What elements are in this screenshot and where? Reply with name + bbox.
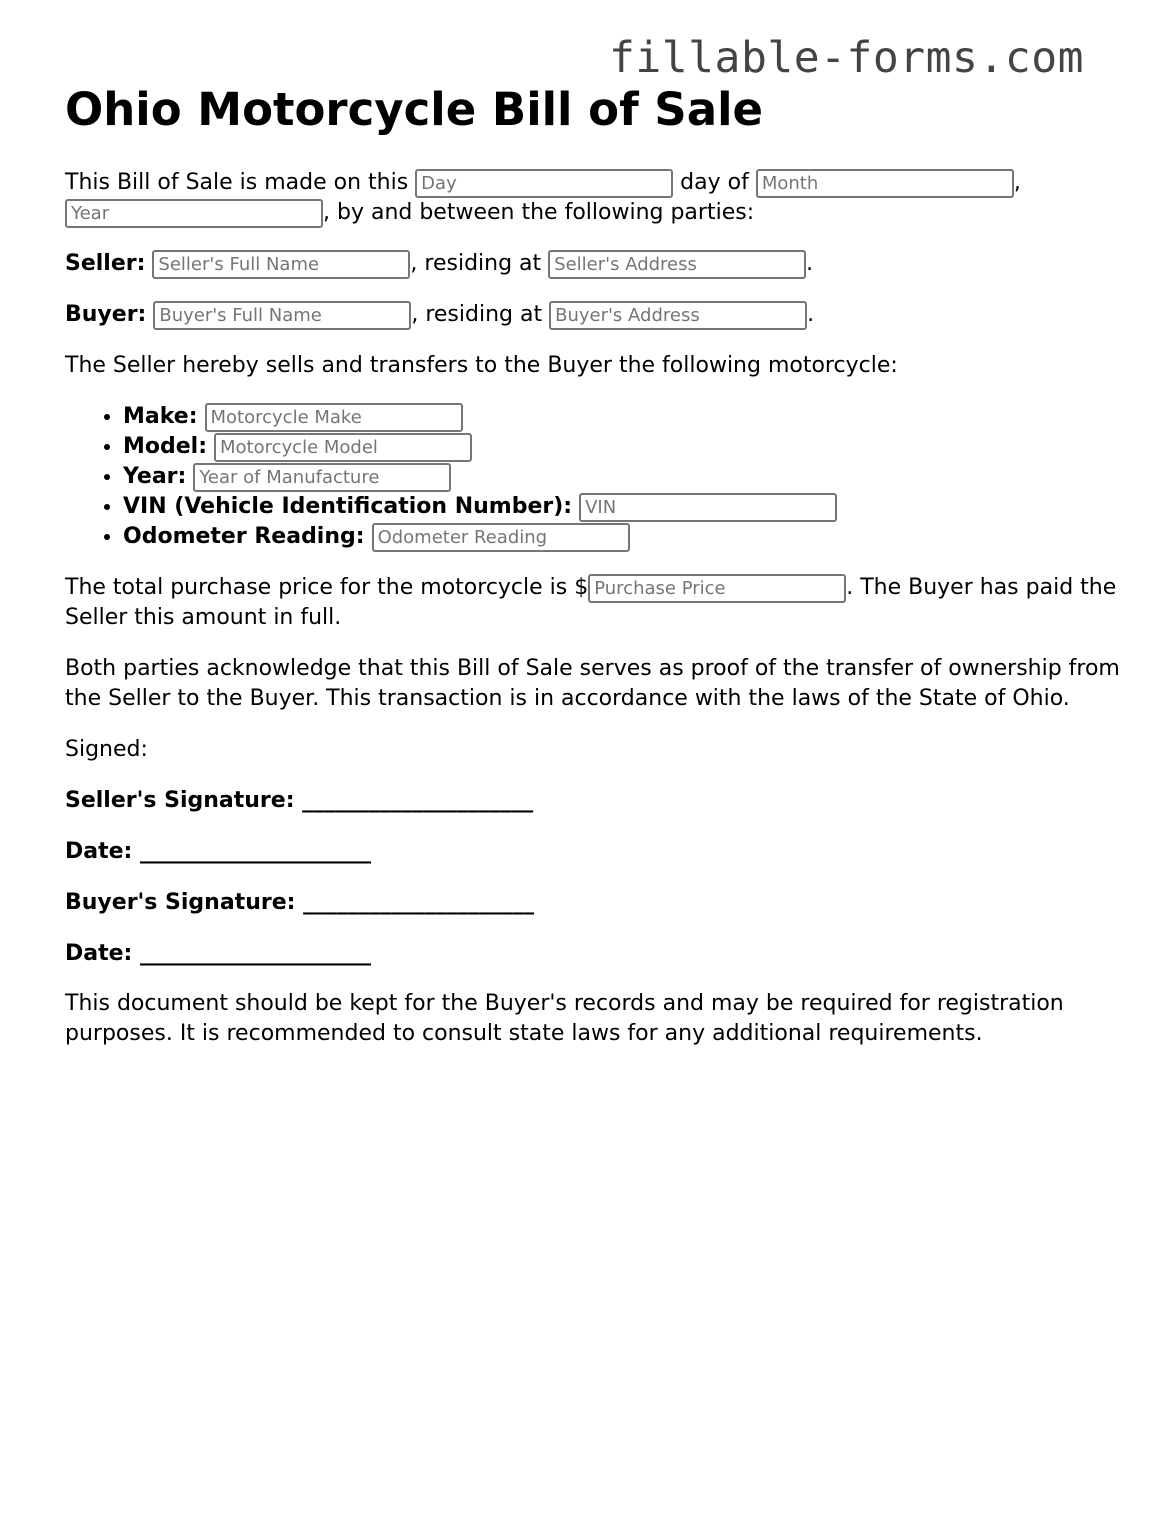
seller-label: Seller:: [65, 251, 146, 277]
seller-date-text: Date: _____________________: [65, 838, 372, 864]
seller-line: [65, 249, 1120, 279]
signed-label: Signed:: [65, 736, 148, 762]
seller-signature-line: [65, 786, 1120, 816]
month-input[interactable]: [756, 169, 1014, 198]
price-paragraph: [65, 573, 1120, 633]
model-input[interactable]: [214, 433, 472, 462]
buyer-date-text: Date: _____________________: [65, 940, 372, 966]
list-item-vin: [123, 492, 1120, 522]
seller-name-input[interactable]: [152, 250, 410, 279]
buyer-line: [65, 300, 1120, 330]
list-item-make: [123, 402, 1120, 432]
odometer-label: Odometer Reading:: [123, 524, 365, 550]
footer-paragraph: This document should be kept for the Buyer's records and may be required for registration purposes. It is recommended to consult state laws for any additional requirements.: [65, 991, 1064, 1047]
buyer-name-input[interactable]: [153, 301, 411, 330]
price-text-2: . The Buyer has paid the Seller this amount in full.: [65, 575, 1117, 631]
list-item-odometer: [123, 522, 1120, 552]
buyer-address-input[interactable]: [549, 301, 807, 330]
motorcycle-details-list: [65, 402, 1120, 552]
odometer-input[interactable]: [372, 523, 630, 552]
page-title: Ohio Motorcycle Bill of Sale: [65, 83, 764, 136]
seller-date-line: [65, 837, 1120, 867]
buyer-signature-text: Buyer's Signature: _____________________: [65, 889, 535, 915]
vin-input[interactable]: [579, 493, 837, 522]
transfer-paragraph: The Seller hereby sells and transfers to the Buyer the following motorcycle:: [65, 353, 898, 379]
year-label: Year:: [123, 464, 187, 490]
buyer-label: Buyer:: [65, 302, 147, 328]
intro-paragraph: [65, 168, 1120, 228]
intro-text-4: , by and between the following parties:: [323, 200, 755, 226]
list-item-model: [123, 432, 1120, 462]
make-input[interactable]: [205, 403, 463, 432]
year-input[interactable]: [65, 199, 323, 228]
buyer-date-line: [65, 939, 1120, 969]
acknowledge-paragraph: Both parties acknowledge that this Bill of Sale serves as proof of the transfer of ownership from the Seller to the Buyer. This transaction is in accordance with the laws of the State of Ohio.: [65, 656, 1120, 711]
model-label: Model:: [123, 434, 208, 460]
form-document: [65, 82, 1120, 1070]
intro-text-2: day of: [680, 170, 749, 196]
list-item-year: [123, 462, 1120, 492]
seller-address-input[interactable]: [548, 250, 806, 279]
manufacture-year-input[interactable]: [193, 463, 451, 492]
seller-end: .: [806, 251, 814, 277]
make-label: Make:: [123, 404, 198, 430]
seller-residing-text: , residing at: [410, 251, 542, 277]
vin-label: VIN (Vehicle Identification Number):: [123, 494, 573, 520]
buyer-end: .: [807, 302, 815, 328]
intro-text-1: This Bill of Sale is made on this: [65, 170, 409, 196]
watermark: fillable-forms.com: [609, 33, 1084, 83]
purchase-price-input[interactable]: [588, 574, 846, 603]
buyer-signature-line: [65, 888, 1120, 918]
price-text-1: The total purchase price for the motorcycle is $: [65, 575, 589, 601]
intro-text-3: ,: [1013, 170, 1021, 196]
day-input[interactable]: [415, 169, 673, 198]
buyer-residing-text: , residing at: [411, 302, 543, 328]
seller-signature-text: Seller's Signature: _____________________: [65, 787, 534, 813]
